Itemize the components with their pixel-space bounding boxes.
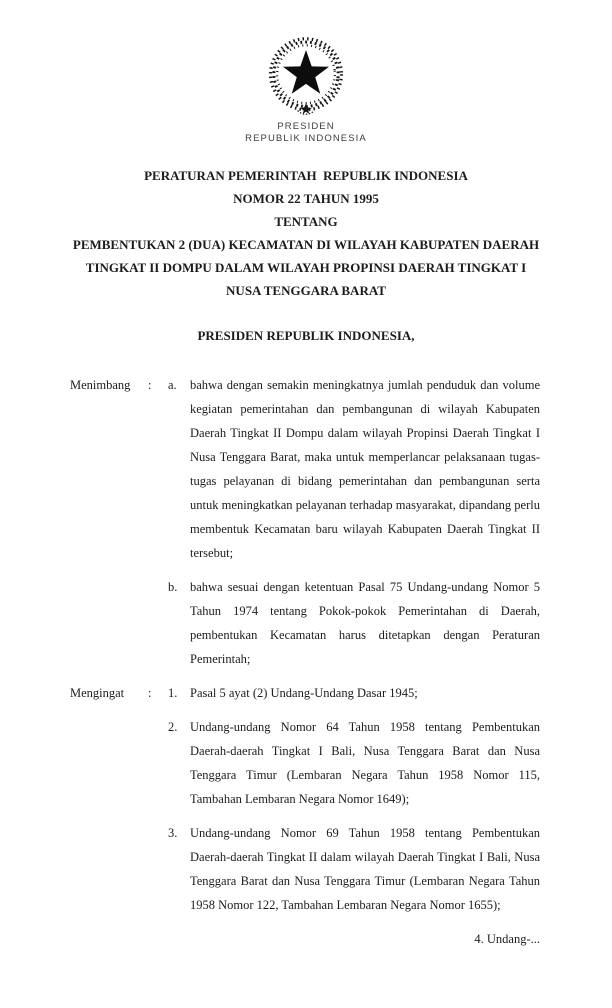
item-marker: a. (168, 378, 177, 392)
considering-label: Menimbang (70, 378, 131, 392)
regulation-about-label: TENTANG (274, 214, 338, 229)
colon-separator: : (148, 686, 152, 700)
title-block (0, 164, 612, 302)
recalling-item-2 (70, 715, 540, 811)
recalling-item-1 (70, 681, 540, 705)
clause-text: bahwa sesuai dengan ketentuan Pasal 75 Undang-undang Nomor 5 Tahun 1974 tentang Pokok-pokok Pemerintahan di Daerah, pembentukan Kecamatan harus ditetapkan dengan Peraturan Pemerintah; (190, 580, 540, 666)
recalling-item-3 (70, 821, 540, 917)
regulation-subject: PEMBENTUKAN 2 (DUA) KECAMATAN DI WILAYAH KABUPATEN DAERAH TINGKAT II DOMPU DALAM WILAYAH PROPINSI DAERAH TINGKAT I NUSA TENGGARA BARAT (72, 237, 540, 298)
considering-item-a (70, 373, 540, 565)
clause-text: Undang-undang Nomor 69 Tahun 1958 tentang Pembentukan Daerah-daerah Tingkat II dalam wilayah Daerah Tingkat I Bali, Nusa Tenggara Barat dan Nusa Tenggara Timur (Lembaran Negara Tahun 1958 Nomor 122, Tambahan Lembaran Negara Nomor 1655); (190, 826, 540, 912)
item-marker: 1. (168, 686, 178, 700)
clauses-section (0, 373, 612, 917)
clause-text: Pasal 5 ayat (2) Undang-Undang Dasar 1945; (190, 686, 418, 700)
regulation-number: NOMOR 22 TAHUN 1995 (233, 191, 379, 206)
recalling-label: Mengingat (70, 686, 125, 700)
catchword: 4. Undang-... (474, 932, 540, 946)
letterhead (0, 0, 612, 144)
presidential-seal-icon (254, 36, 358, 118)
clause-text: Undang-undang Nomor 64 Tahun 1958 tentang Pembentukan Daerah-daerah Tingkat I Bali, Nusa Tenggara Barat dan Nusa Tenggara Timur (Lembaran Negara Tahun 1958 Nomor 115, Tambahan Lembaran Negara Nomor 1649); (190, 720, 540, 806)
preamble-heading: PRESIDEN REPUBLIK INDONESIA, (197, 328, 415, 343)
colon-separator: : (148, 378, 152, 392)
item-marker: b. (168, 580, 178, 594)
regulation-title: PERATURAN PEMERINTAH REPUBLIK INDONESIA (144, 168, 468, 183)
considering-item-b (70, 575, 540, 671)
item-marker: 3. (168, 826, 178, 840)
seal-caption-line2: REPUBLIK INDONESIA (245, 132, 367, 144)
clause-text: bahwa dengan semakin meningkatnya jumlah penduduk dan volume kegiatan pemerintahan dan pembangunan di wilayah Kabupaten Daerah Tingkat II Dompu dalam wilayah Propinsi Daerah Tingkat I Nusa Tenggara Barat, maka untuk memperlancar pelaksanaan tugas-tugas pelayanan di bidang pemerintahan dan pembangunan serta untuk meningkatkan pelayanan terhadap masyarakat, dipandang perlu membentuk Kecamatan baru wilayah Kabupaten Daerah Tingkat II tersebut; (190, 378, 540, 560)
item-marker: 2. (168, 720, 178, 734)
seal-caption-line1: PRESIDEN (277, 121, 335, 132)
